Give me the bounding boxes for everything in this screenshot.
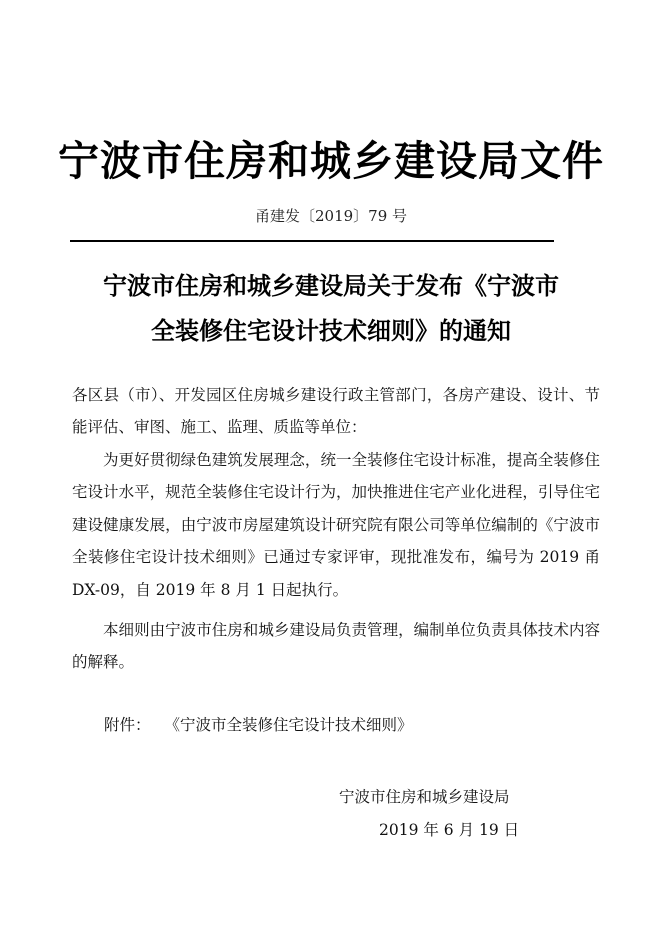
issue-date: 2019 年 6 月 19 日: [379, 821, 520, 839]
attachment-line: [104, 713, 413, 735]
body-paragraph-1: 为更好贯彻绿色建筑发展理念，统一全装修住宅设计标准，提高全装修住宅设计水平，规范全装修住宅设计行为，加快推进住宅产业化进程，引导住宅建设健康发展，由宁波市房屋建筑设计研究院有限公司等单位编制的《宁波市全装修住宅设计技术细则》已通过专家评审，现批准发布，编号为 2019 甬 DX-09，自 2019 年 8 月 1 日起执行。: [72, 451, 600, 599]
attachment-label: 附件：: [104, 716, 151, 734]
addressee: 各区县（市）、开发园区住房城乡建设行政主管部门，各房产建设、设计、节能评估、审图、施工、监理、质监等单位：: [72, 386, 600, 437]
header-divider: [70, 240, 554, 242]
document-header-title: 宁波市住房和城乡建设局文件: [58, 137, 604, 185]
notice-title-line2: 全装修住宅设计技术细则》的通知: [151, 316, 511, 345]
attachment-value: 《宁波市全装修住宅设计技术细则》: [164, 716, 413, 734]
document-number: 甬建发〔2019〕79 号: [254, 207, 408, 225]
issuer-signature: 宁波市住房和城乡建设局: [339, 788, 510, 806]
notice-title-line1: 宁波市住房和城乡建设局关于发布《宁波市: [103, 271, 559, 300]
body-paragraph-2: 本细则由宁波市住房和城乡建设局负责管理，编制单位负责具体技术内容的解释。: [72, 621, 600, 672]
